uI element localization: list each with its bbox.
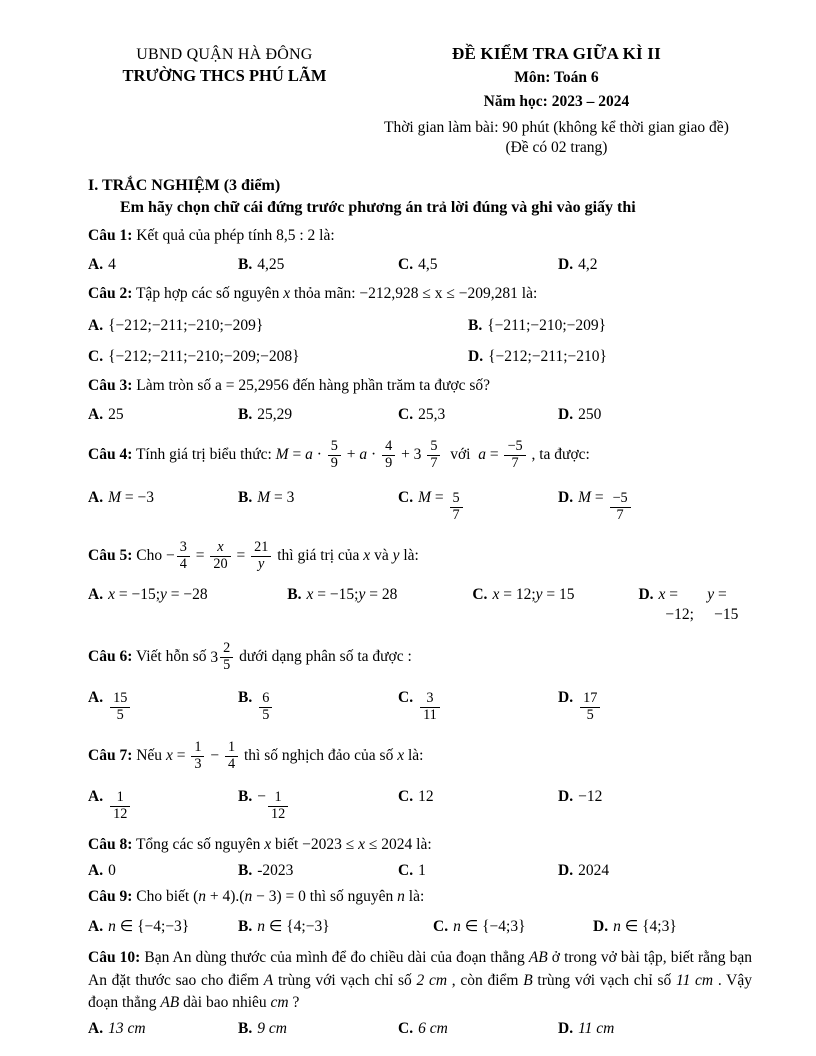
question-label: Câu 9: [88, 888, 133, 906]
options-10 [88, 1019, 752, 1039]
option-key: A. [88, 788, 104, 806]
option-text: {−212;−211;−210;−209} [108, 316, 264, 334]
options-6 [88, 688, 752, 724]
question-text-2: thì giá trị của x và y là: [277, 547, 419, 565]
option-text: 25,3 [418, 406, 446, 424]
option-a[interactable]: A. n ∈ {−4;−3} [88, 917, 238, 937]
option-text: $\frac{1}{12}$ [110, 790, 130, 823]
question-8 [88, 835, 752, 856]
option-text: {−212;−211;−210} [488, 348, 607, 366]
option-c[interactable] [88, 347, 468, 367]
exam-pages: (Đề có 02 trang) [505, 139, 608, 156]
option-c[interactable] [398, 405, 558, 425]
question-text: Kết quả của phép tính 8,5 : 2 là: [136, 227, 335, 244]
option-key: A. [88, 862, 104, 880]
exam-subject: Môn: Toán 6 [514, 69, 599, 86]
option-d[interactable]: D. M = $\frac{-5}{7}$ [558, 488, 633, 524]
option-c[interactable]: C. $\frac{3}{11}$ [398, 688, 558, 724]
option-key: C. [398, 862, 414, 880]
option-key: D. [558, 1019, 574, 1037]
option-c[interactable] [398, 255, 558, 275]
question-4 [88, 439, 752, 472]
option-c[interactable] [398, 861, 558, 881]
option-key: C. [472, 586, 488, 604]
option-b[interactable] [238, 861, 398, 881]
option-key: A. [88, 255, 104, 273]
option-key: A. [88, 586, 104, 604]
options-2-row2 [88, 347, 752, 367]
options-3 [88, 405, 752, 425]
question-variable: x [283, 285, 291, 303]
option-text: 4 [108, 255, 116, 273]
option-key: C. [398, 689, 414, 707]
option-text: 11 cm [578, 1019, 615, 1037]
question-2 [88, 284, 752, 305]
option-key: D. [638, 586, 654, 604]
question-7 [88, 740, 752, 773]
option-d[interactable] [558, 1019, 614, 1039]
option-key: D. [468, 348, 484, 366]
option-key: A. [88, 1019, 104, 1037]
option-key: B. [238, 406, 253, 424]
section-instruction: Em hãy chọn chữ cái đứng trước phương án trả lời đúng và ghi vào giấy thi [120, 199, 636, 216]
option-a[interactable] [88, 255, 238, 275]
option-key: B. [238, 788, 253, 806]
option-text: {−211;−210;−209} [487, 316, 607, 334]
option-c[interactable]: C. x = 12; y = 15 [472, 585, 638, 625]
option-text: {−212;−211;−210;−209;−208} [108, 348, 300, 366]
option-text: -2023 [257, 862, 294, 880]
question-text: Viết hỗn số [135, 648, 207, 666]
option-text: 25,29 [257, 406, 293, 424]
question-label: Câu 5: [88, 547, 133, 565]
option-d[interactable]: D. n ∈ {4;3} [593, 917, 677, 937]
option-b[interactable] [238, 255, 398, 275]
question-label: Câu 7: [88, 747, 133, 765]
option-key: B. [238, 255, 253, 273]
option-c[interactable]: C. M = $\frac{5}{7}$ [398, 488, 558, 524]
option-a[interactable] [88, 688, 238, 724]
option-key: A. [88, 316, 104, 334]
district-name: UBND QUẬN HÀ ĐÔNG [136, 46, 313, 63]
question-text-pre: Tập hợp các số nguyên [135, 285, 284, 303]
option-key: D. [558, 255, 574, 273]
exam-title: ĐỀ KIỂM TRA GIỮA KÌ II [451, 44, 661, 63]
option-text: 2024 [578, 862, 610, 880]
options-1 [88, 255, 752, 275]
option-b[interactable] [238, 405, 398, 425]
option-b[interactable]: B. n ∈ {4;−3} [238, 917, 433, 937]
question-text: Bạn An dùng thước của mình để đo chiều dài của đoạn thẳng AB ở trong vở bài tập, biết rằng bạn An đặt thước sao cho điểm A trùng với vạch chỉ số 2 cm , còn điểm B trùng với vạch chỉ số 11 cm . Vậy đoạn thẳng AB dài bao nhiêu cm ? [88, 949, 752, 1012]
question-label: Câu 2: [88, 285, 133, 303]
option-key: A. [88, 689, 104, 707]
option-key: C. [433, 918, 449, 936]
option-d[interactable] [558, 255, 597, 275]
option-key: D. [558, 788, 574, 806]
options-4 [88, 488, 752, 524]
question-expression: x = $\frac{1}{3}$ − $\frac{1}{4}$ [166, 747, 244, 764]
options-5 [88, 585, 752, 625]
option-text: 13 cm [108, 1019, 146, 1037]
question-label: Câu 1: [88, 227, 133, 244]
option-text: 25 [108, 406, 124, 424]
question-condition: a = $\frac{-5}{7}$ [478, 446, 531, 463]
option-key: A. [88, 918, 104, 936]
question-text-2: thì số nghịch đảo của số x là: [243, 747, 424, 765]
question-text-3: , ta được: [531, 446, 590, 464]
exam-info-block [361, 44, 752, 157]
question-3 [88, 376, 752, 397]
question-text: Cho biết (n + 4).(n − 3) = 0 thì số nguyên n là: [136, 888, 425, 906]
question-text-2: với [446, 446, 475, 464]
option-a[interactable]: A. M = −3 [88, 488, 238, 524]
section-title: I. TRẮC NGHIỆM (3 điểm) [88, 177, 281, 194]
option-a[interactable] [88, 861, 238, 881]
option-a[interactable] [88, 1019, 238, 1039]
option-key: C. [88, 348, 104, 366]
option-key: A. [88, 406, 104, 424]
question-label: Câu 6: [88, 648, 133, 666]
option-key: C. [398, 255, 414, 273]
option-key: B. [468, 316, 483, 334]
option-a[interactable] [88, 405, 238, 425]
option-b[interactable]: B. M = 3 [238, 488, 398, 524]
school-name: TRƯỜNG THCS PHÚ LÃM [122, 66, 327, 85]
option-key: B. [238, 689, 253, 707]
question-text: Làm tròn số a = 25,2956 đến hàng phần trăm ta được số? [136, 377, 491, 395]
question-label: Câu 10: [88, 949, 141, 967]
option-b[interactable] [468, 316, 606, 336]
document-header [88, 44, 752, 157]
option-key: B. [287, 586, 302, 604]
option-d[interactable] [558, 861, 609, 881]
option-text: ∈ {−4;−3} [115, 918, 190, 936]
option-text: 9 cm [257, 1019, 287, 1037]
option-key: D. [558, 489, 574, 507]
question-text-post: thỏa mãn: −212,928 ≤ x ≤ −209,281 là: [290, 285, 538, 303]
option-text: −12 [578, 788, 603, 806]
question-text-2: dưới dạng phân số ta được : [239, 648, 412, 666]
option-c[interactable] [398, 787, 558, 823]
school-block [88, 44, 361, 86]
option-key: D. [558, 689, 574, 707]
option-key: C. [398, 489, 414, 507]
option-d[interactable]: D. x = −12; y = −15 [638, 586, 739, 624]
option-text: 1 [418, 862, 426, 880]
option-key: D. [558, 406, 574, 424]
option-text: 12 [418, 788, 434, 806]
exam-duration: Thời gian làm bài: 90 phút (không kể thời gian giao đề) [384, 119, 729, 136]
option-c[interactable] [398, 1019, 558, 1039]
option-d[interactable] [558, 787, 602, 823]
option-text: 6 cm [418, 1019, 448, 1037]
question-9 [88, 887, 752, 908]
option-b[interactable]: B. $\frac{6}{5}$ [238, 688, 398, 724]
question-5 [88, 540, 752, 573]
option-key: A. [88, 489, 104, 507]
question-1 [88, 226, 752, 247]
question-expression: − $\frac{3}{4}$ = $\frac{x}{20}$ = $\frac{21}{y}$ [166, 547, 277, 564]
question-text: Tổng các số nguyên x biết −2023 ≤ x ≤ 2024 là: [135, 836, 432, 854]
question-label: Câu 4: [88, 446, 133, 464]
options-9 [88, 917, 752, 937]
option-key: C. [398, 1019, 414, 1037]
option-b[interactable] [238, 1019, 398, 1039]
question-10 [88, 947, 752, 1014]
option-key: C. [398, 406, 414, 424]
option-a[interactable] [88, 787, 238, 823]
option-key: B. [238, 489, 253, 507]
option-key: D. [558, 862, 574, 880]
option-key: C. [398, 788, 414, 806]
option-text: 0 [108, 862, 116, 880]
option-text: $\frac{15}{5}$ [110, 691, 130, 724]
question-expression: 3 $\frac{2}{5}$ [210, 649, 235, 666]
option-d[interactable] [558, 405, 601, 425]
question-text: Cho [136, 547, 163, 565]
option-text: 4,5 [418, 255, 438, 273]
question-text: Tính giá trị biểu thức: [135, 446, 272, 464]
options-2-row1 [88, 316, 752, 336]
option-text: 4,2 [578, 255, 598, 273]
question-expression: M = a · $\frac{5}{9}$ + a · $\frac{4}{9}$ + 3 $\frac{5}{7}$ [276, 446, 447, 463]
option-text: 250 [578, 406, 602, 424]
question-label: Câu 8: [88, 836, 133, 854]
option-key: B. [238, 1019, 253, 1037]
option-key: B. [238, 918, 253, 936]
option-text: 4,25 [257, 255, 285, 273]
option-c[interactable]: C. n ∈ {−4;3} [433, 917, 593, 937]
question-6 [88, 641, 752, 674]
option-b[interactable]: B. − $\frac{1}{12}$ [238, 787, 398, 823]
school-year: Năm học: 2023 – 2024 [483, 93, 630, 110]
option-key: B. [238, 862, 253, 880]
option-b[interactable]: B. x = −15; y = 28 [287, 585, 472, 625]
question-label: Câu 3: [88, 377, 133, 395]
option-d[interactable] [468, 347, 607, 367]
option-a[interactable]: A. x = −15; y = −28 [88, 585, 287, 625]
option-d[interactable]: D. $\frac{17}{5}$ [558, 688, 602, 724]
option-text: M [108, 489, 121, 507]
option-text: x [108, 586, 115, 604]
question-text: Nếu [136, 747, 163, 765]
options-8 [88, 861, 752, 881]
option-a[interactable] [88, 316, 468, 336]
option-text: M [257, 489, 271, 507]
options-7 [88, 787, 752, 823]
option-key: D. [593, 918, 609, 936]
